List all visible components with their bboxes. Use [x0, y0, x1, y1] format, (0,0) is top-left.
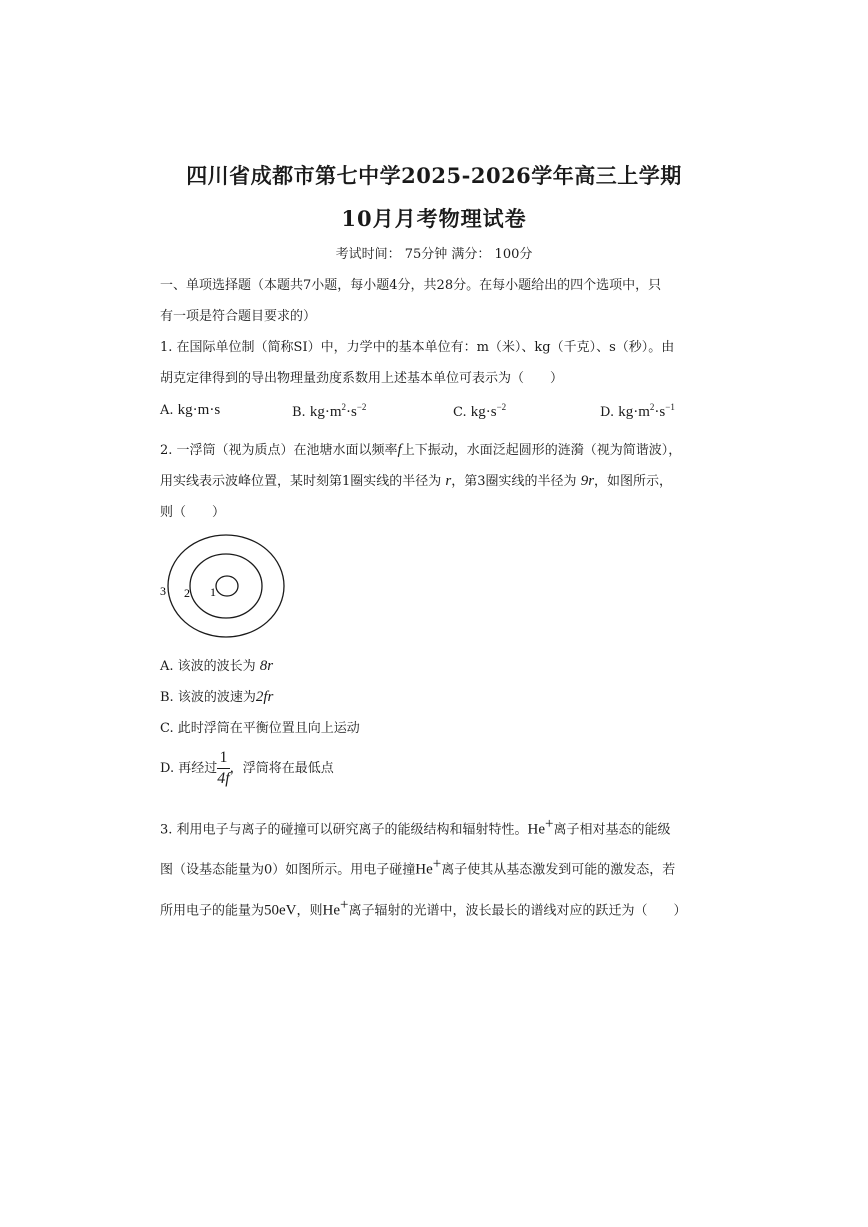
section-intro-line2: 有一项是符合题目要求的）	[160, 309, 317, 324]
ripple-label-1: 1	[210, 585, 216, 599]
q1-option-c: C. $kg\cdot s^{-2}$	[453, 402, 507, 420]
document-title-line1: 四川省成都市第七中学2025-2026学年高三上学期	[186, 163, 682, 188]
q3-stem-line3: 所用电子的能量为50eV，则He+离子辐射的光谱中，波长最长的谱线对应的跃迁为（ ）	[160, 897, 687, 919]
ripple-label-3: 3	[160, 584, 166, 598]
q2-stem-line3: 则（ ）	[160, 505, 226, 520]
q3-stem-line2: 图（设基态能量为0）如图所示。用电子碰撞He+离子使其从基态激发到可能的激发态，若	[160, 856, 676, 878]
ripple-circle-2	[190, 554, 262, 618]
q1-stem-line2: 胡克定律得到的导出物理量劲度系数用上述基本单位可表示为（ ）	[160, 371, 564, 386]
q2-stem-line1: 2. 一浮筒（视为质点）在池塘水面以频率f上下振动，水面泛起圆形的涟漪（视为简谐波），	[160, 442, 682, 458]
q2-option-d: D. 再经过 $\frac{1}{4f}$ ，浮筒将在最低点	[160, 749, 334, 787]
document-title-line2: 10月月考物理试卷	[341, 206, 527, 231]
q1-option-b: B. $kg\cdot m^2\cdot s^{-2}$	[292, 402, 367, 420]
ripple-circles-svg	[155, 532, 285, 642]
q2-stem-line2: 用实线表示波峰位置，某时刻第1圈实线的半径为 r，第3圈实线的半径为 9r，如图所示，	[160, 473, 673, 489]
q2-option-b: B. 该波的波速为2fr	[160, 689, 274, 705]
section-intro-line1: 一、单项选择题（本题共7小题，每小题4分，共28分。在每小题给出的四个选项中，只	[160, 278, 662, 293]
q2-option-c: C. 此时浮筒在平衡位置且向上运动	[160, 721, 360, 736]
q1-stem-line1: 1. 在国际单位制（简称SI）中，力学中的基本单位有：m（米）、kg（千克）、s（秒）。由	[160, 340, 675, 355]
exam-info: 考试时间： 75分钟 满分： 100分	[335, 247, 533, 262]
q1-option-a: A. kg·m·s	[160, 402, 221, 418]
fraction-one-over-4f: $\frac{1}{4f}$	[217, 749, 230, 787]
ripple-label-2: 2	[184, 586, 190, 600]
q1-option-d: D. $kg\cdot m^2\cdot s^{-1}$	[600, 402, 675, 420]
ripple-circle-1	[216, 576, 238, 596]
ripple-circles-figure	[155, 532, 285, 642]
q3-stem-line1: 3. 利用电子与离子的碰撞可以研究离子的能级结构和辐射特性。He+离子相对基态的能级	[160, 816, 671, 838]
q2-option-a: A. 该波的波长为 8r	[160, 658, 274, 674]
